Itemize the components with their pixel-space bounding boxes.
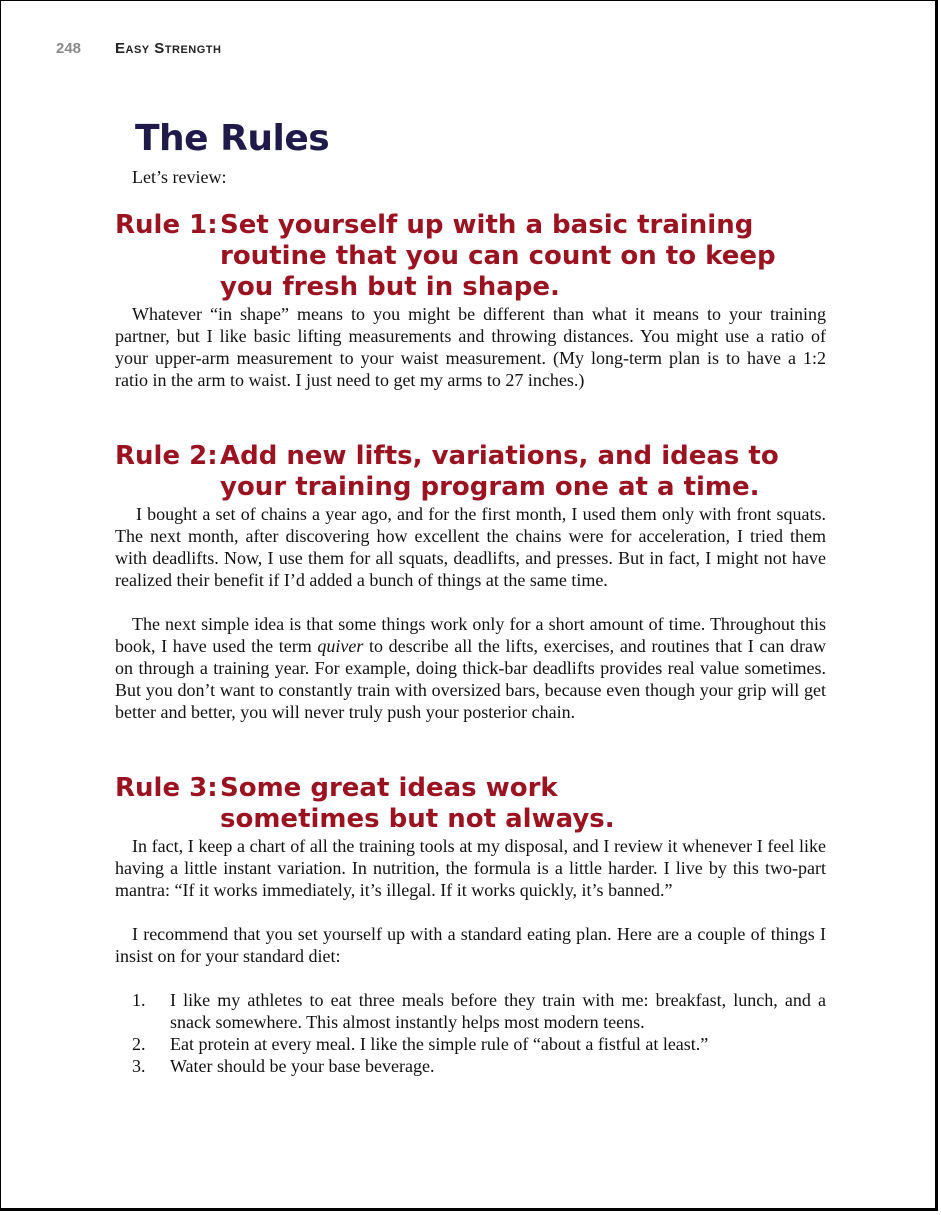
list-item <box>115 1055 826 1077</box>
rule-1-title: Set yourself up with a basic training routine that you can count on to keep you fresh but in shape. <box>220 210 776 302</box>
rule-2-label: Rule 2: <box>115 441 218 471</box>
rule-2-paragraph-2-start: The next simple idea is that some things work only for a short amount of time. Throughout this book, I have used the term <box>115 614 826 656</box>
rule-2-title: Add new lifts, variations, and ideas to your training program one at a time. <box>220 441 779 502</box>
intro-text: Let’s review: <box>132 167 227 187</box>
rule-2-paragraph-2 <box>115 613 826 723</box>
list-item <box>115 989 826 1033</box>
rule-3-section <box>115 773 826 1077</box>
list-item <box>115 1033 826 1055</box>
page-content <box>115 112 826 1077</box>
rule-2-paragraph-2-end: to describe all the lifts, exercises, and routines that I can draw on through a training year. For example, doing thick-bar deadlifts provides real value sometimes. But you don’t want to constantly train with oversized bars, because even though your grip will get better and better, you will never truly push your posterior chain. <box>115 636 826 722</box>
list-item-number: 2. <box>132 1034 146 1054</box>
page-number: 248 <box>56 40 82 57</box>
rule-3-label: Rule 3: <box>115 773 218 803</box>
page-header <box>56 40 221 60</box>
list-item-text: Water should be your base beverage. <box>170 1056 435 1076</box>
rule-1-section <box>115 210 826 391</box>
rule-1-heading <box>115 210 826 303</box>
rule-2-heading <box>115 441 826 503</box>
rule-1-paragraph-1: Whatever “in shape” means to you might be different than what it means to your training partner, but I like basic lifting measurements and throwing distances. You might use a ratio of your upper-arm measurement to your waist measurement. (My long-term plan is to have a 1:2 ratio in the arm to waist. I just need to get my arms to 27 inches.) <box>115 304 826 390</box>
diet-list <box>115 989 826 1077</box>
rule-3-paragraph-1: In fact, I keep a chart of all the training tools at my disposal, and I review it whenever I feel like having a little instant variation. In nutrition, the formula is a little harder. I live by this two-part mantra: “If it works immediately, it’s illegal. If it works quickly, it’s banned.” <box>115 836 826 900</box>
rule-2-section <box>115 441 826 723</box>
rule-3-paragraph-2: I recommend that you set yourself up with a standard eating plan. Here are a couple of things I insist on for your standard diet: <box>115 924 826 966</box>
list-item-text: Eat protein at every meal. I like the simple rule of “about a fistful at least.” <box>170 1034 709 1054</box>
rule-1-label: Rule 1: <box>115 210 218 240</box>
list-item-number: 1. <box>132 990 146 1010</box>
quiver-term: quiver <box>317 636 364 656</box>
rule-3-title: Some great ideas work sometimes but not always. <box>220 773 615 834</box>
list-item-number: 3. <box>132 1056 146 1076</box>
list-item-text: I like my athletes to eat three meals before they train with me: breakfast, lunch, and a snack somewhere. This almost instantly helps most modern teens. <box>170 990 826 1032</box>
rule-3-heading <box>115 773 826 835</box>
rule-2-paragraph-1: I bought a set of chains a year ago, and for the first month, I used them only with front squats. The next month, after discovering how excellent the chains were for acceleration, I tried them with deadlifts. Now, I use them for all squats, deadlifts, and presses. But in fact, I might not have realized their benefit if I’d added a bunch of things at the same time. <box>115 504 826 590</box>
chapter-title: The Rules <box>135 118 330 159</box>
running-head: Easy Strength <box>115 40 222 57</box>
